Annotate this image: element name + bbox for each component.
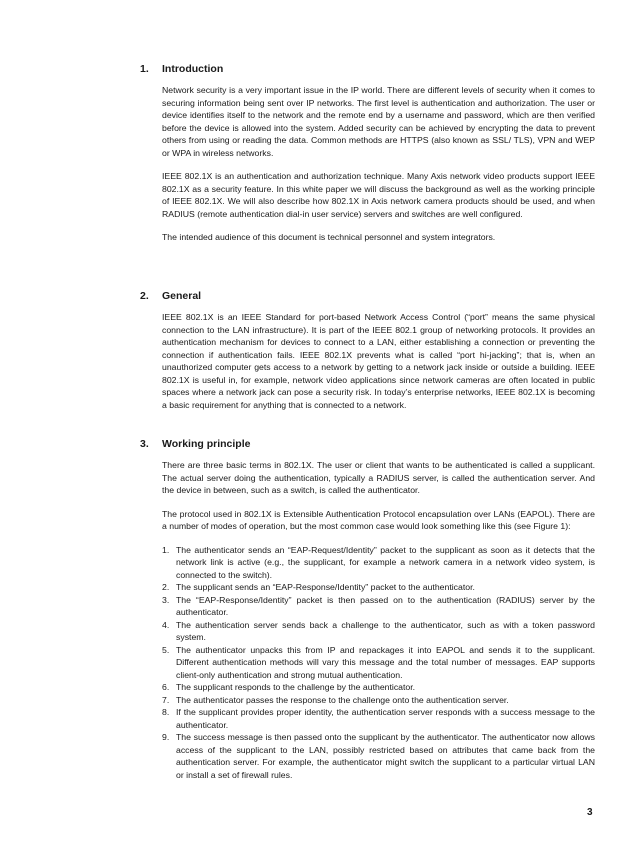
list-text: The authenticator unpacks this from IP and repackages it into EAPOL and sends it to the supplicant. Different authentication methods will vary this message and the total number of messages. EAP supports client-only authentication and strong mutual authentication. [176, 644, 595, 680]
paragraph: There are three basic terms in 802.1X. The user or client that wants to be authenticated is called a supplicant. The actual server doing the authentication, typically a RADIUS server, is called the authentication server. And the device in between, such as a switch, is called the authenticator. [162, 460, 595, 495]
list-text: The authentication server sends back a challenge to the authenticator, such as with a token password system. [176, 619, 595, 642]
section-title: Introduction [162, 63, 224, 75]
page-number: 3 [587, 807, 593, 818]
list-item [162, 544, 595, 582]
list-item [162, 581, 595, 594]
steps-list [162, 544, 595, 782]
list-item [162, 644, 595, 682]
list-number: 8. [162, 707, 170, 717]
list-item [162, 681, 595, 694]
section-title: General [162, 290, 202, 302]
list-number: 3. [162, 594, 170, 605]
paragraph: IEEE 802.1X is an IEEE Standard for port-based Network Access Control (“port” means the same physical connection to the LAN infrastructure). It is part of the IEEE 802.1 group of networking protocols. It provides an authentication mechanism for devices to connect to a LAN, either establishing a connection or preventing the connection if authentication fails. IEEE 802.1X prevents what is called “port hi-jacking”; that is, when an unauthorized computer gets access to a network by getting to a network jack inside or outside a building. IEEE 802.1X is useful in, for example, network video applications since network cameras are often located in public spaces where a network jack can pose a security risk. In today’s enterprise networks, IEEE 802.1X is becoming a basic requirement for anything that is connected to a network. [162, 312, 595, 410]
list-text: The authenticator sends an “EAP-Request/Identity” packet to the supplicant as soon as it detects that the network link is active (e.g., the supplicant, for example a network camera in a network video system, is connected to the switch). [176, 544, 595, 580]
list-item [162, 619, 595, 644]
paragraph: The intended audience of this document is technical personnel and system integrators. [162, 232, 496, 242]
list-item [162, 694, 595, 707]
list-text: If the supplicant provides proper identity, the authentication server responds with a success message to the authenticator. [176, 707, 595, 730]
list-text: The supplicant sends an “EAP-Response/Identity” packet to the authenticator. [176, 582, 475, 592]
section-number: 3. [140, 438, 149, 450]
section-number: 1. [140, 63, 149, 75]
paragraph: Network security is a very important issue in the IP world. There are different levels of security when it comes to securing information being sent over IP networks. The first level is authentication and authorization. The user or device identifies itself to the network and the remote end by a username and password, which are then verified before the device is allowed into the system. Added security can be achieved by encrypting the data to prevent others from using or reading the data. Common methods are HTTPS (also known as SSL/ TLS), VPN and WEP or WPA in wireless networks. [162, 85, 595, 158]
list-item [162, 594, 595, 619]
list-item [162, 706, 595, 731]
list-number: 6. [162, 682, 170, 692]
list-number: 4. [162, 619, 170, 630]
section-introduction [140, 63, 600, 255]
list-number: 5. [162, 644, 170, 655]
list-text: The supplicant responds to the challenge by the authenticator. [176, 682, 416, 692]
section-heading [140, 63, 600, 77]
list-number: 7. [162, 694, 170, 705]
section-working-principle [140, 438, 600, 781]
list-item [162, 731, 595, 781]
section-number: 2. [140, 290, 149, 302]
list-text: The success message is then passed onto the supplicant by the authenticator. The authenticator now allows access of the supplicant to the LAN, possibly restricted based on attributes that came back from the authentication server. For example, the authenticator might switch the supplicant to a particular virtual LAN or install a set of firewall rules. [176, 732, 595, 780]
section-title: Working principle [162, 438, 251, 450]
section-heading [140, 290, 600, 304]
paragraph: IEEE 802.1X is an authentication and authorization technique. Many Axis network video products support IEEE 802.1X as a security feature. In this white paper we will discuss the background as well as the working principle of IEEE 802.1X. We will also describe how 802.1X in Axis network camera products should be used, and when RADIUS (remote authentication dial-in user service) servers and switches are well configured. [162, 171, 595, 219]
list-number: 1. [162, 544, 170, 555]
section-general [140, 290, 600, 422]
list-number: 9. [162, 732, 170, 742]
list-text: The “EAP-Response/Identity” packet is then passed on to the authentication (RADIUS) server by the authenticator. [176, 594, 595, 617]
paragraph: The protocol used in 802.1X is Extensible Authentication Protocol encapsulation over LANs (EAPOL). There are a number of modes of operation, but the most common case would look something like this (see Figure 1): [162, 508, 595, 531]
list-number: 2. [162, 582, 170, 592]
section-heading [140, 438, 600, 452]
list-text: The authenticator passes the response to the challenge onto the authentication server. [176, 694, 509, 705]
